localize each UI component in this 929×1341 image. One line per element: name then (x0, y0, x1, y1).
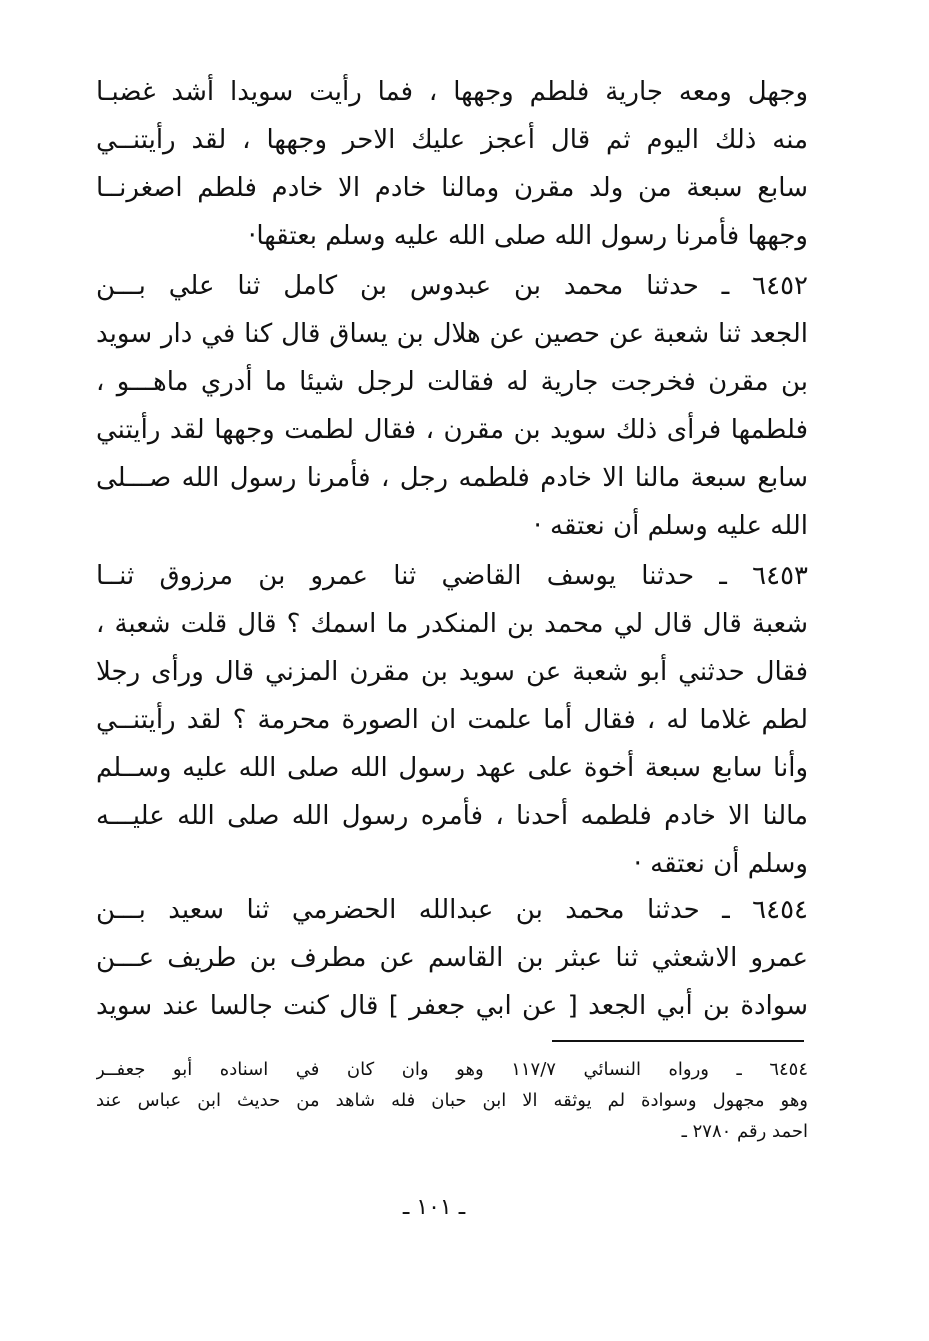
footnote-divider (552, 1040, 804, 1042)
text-line: منه ذلك اليوم ثم قال أعجز عليك الاحر وجهها ، لقد رأيتنــي (96, 125, 808, 155)
hadith-6454 (96, 886, 808, 1030)
text-line: سابع سبعة مالنا الا خادم فلطمه رجل ، فأمرنا رسول الله صـــلى (96, 463, 808, 493)
text-line: ٦٤٥٤ ـ حدثنا محمد بن عبدالله الحضرمي ثنا سعيد بـــن (96, 895, 808, 925)
hadith-6453 (96, 552, 808, 888)
text-line: بن مقرن فخرجت جارية له فقالت لرجل شيئا ما أدري ماهـــو ، (96, 367, 808, 397)
text-line: وجهها فأمرنا رسول الله صلى الله عليه وسلم بعتقها· (248, 221, 808, 251)
text-line: سابع سبعة من ولد مقرن ومالنا خادم الا خادم فلطم اصغرنــا (96, 173, 808, 203)
text-line: عمرو الاشعثي ثنا عبثر بن القاسم عن مطرف بن طريف عـــن (96, 943, 808, 973)
footnote-line: وهو مجهول وسوادة لم يوثقه الا ابن حبان فله شاهد من حديث ابن عباس عند (96, 1090, 808, 1111)
page-number: ـ ١٠١ ـ (402, 1195, 466, 1220)
text-line: وجهل ومعه جارية فلطم وجهها ، فما رأيت سويدا أشد غضبـا (96, 77, 808, 107)
text-line: فقال حدثني أبو شعبة عن سويد بن مقرن المزني قال ورأى رجلا (96, 657, 808, 687)
footnote-line: احمد رقم ٢٧٨٠ ـ (681, 1121, 808, 1142)
text-line: وسلم أن نعتقه · (633, 849, 808, 879)
text-line: سوادة بن أبي الجعد [ عن ابي جعفر ] قال كنت جالسا عند سويد (96, 991, 808, 1021)
text-line: الجعد ثنا شعبة عن حصين عن هلال بن يساق قال كنا في دار سويد (96, 319, 808, 349)
text-line: الله عليه وسلم أن نعتقه · (533, 511, 808, 541)
text-line: ٦٤٥٣ ـ حدثنا يوسف القاضي ثنا عمرو بن مرزوق ثنــا (96, 561, 808, 591)
text-line: لطم غلاما له ، فقال أما علمت ان الصورة محرمة ؟ لقد رأيتنــي (96, 705, 808, 735)
text-line: شعبة قال قال لي محمد بن المنكدر ما اسمك ؟ قال قلت شعبة ، (96, 609, 808, 639)
hadith-6452 (96, 262, 808, 550)
text-line: مالنا الا خادم فلطمه أحدنا ، فأمره رسول الله صلى الله عليـــه (96, 801, 808, 831)
paragraph-continuation (96, 68, 808, 260)
footnote-line: ٦٤٥٤ ـ ورواه النسائي ١١٧/٧ وهو وان كان في اسناده أبو جعفــر (96, 1059, 808, 1080)
footnote (96, 1054, 808, 1147)
text-line: فلطمها فرأى ذلك سويد بن مقرن ، فقال لطمت وجهها لقد رأيتني (96, 415, 808, 445)
text-line: وأنا سابع سبعة أخوة على عهد رسول الله صلى الله عليه وســلم (96, 753, 808, 783)
text-line: ٦٤٥٢ ـ حدثنا محمد بن عبدوس بن كامل ثنا علي بـــن (96, 271, 808, 301)
